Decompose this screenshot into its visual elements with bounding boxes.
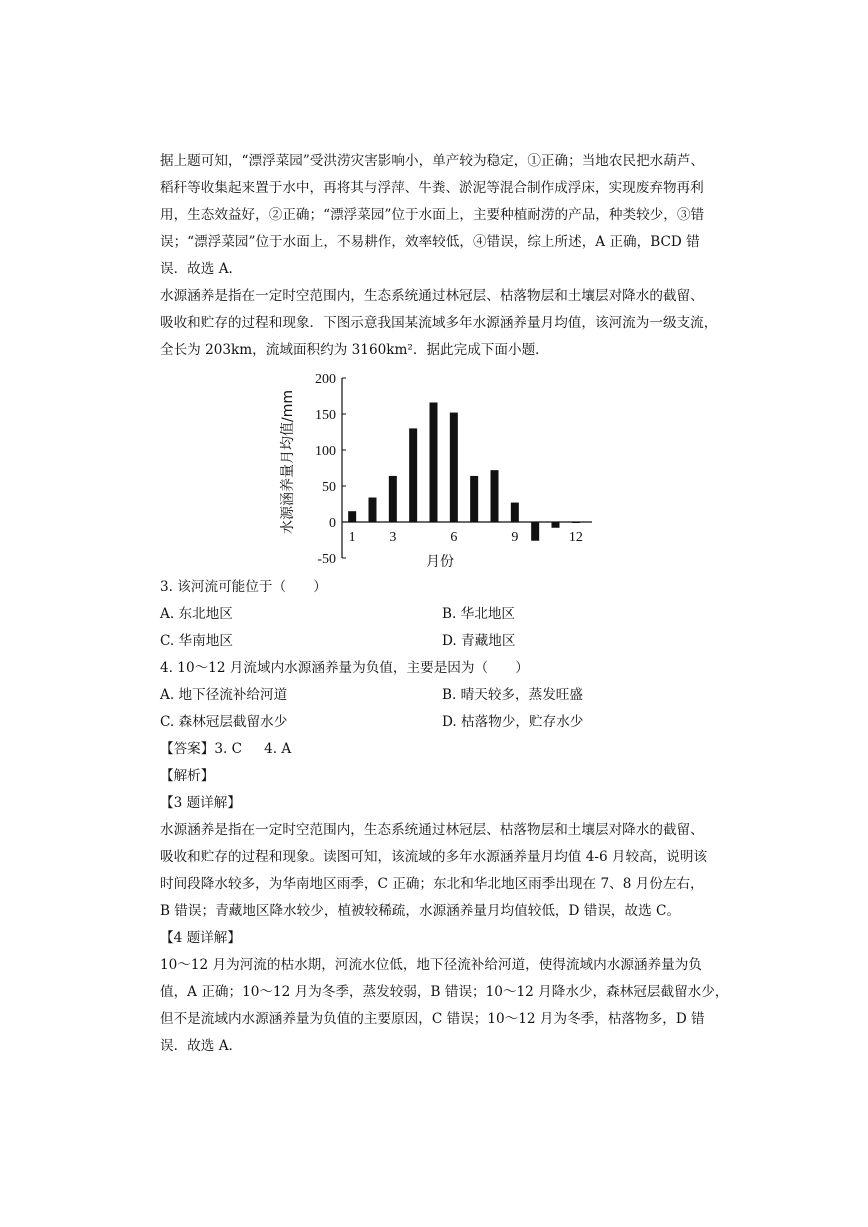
- y-tick-label: 50: [322, 480, 336, 495]
- answer-line: [160, 736, 725, 763]
- x-tick-label: 12: [568, 530, 583, 545]
- option-d[interactable]: D. 枯落物少，贮存水少: [442, 714, 584, 730]
- option-c[interactable]: C. 森林冠层截留水少: [160, 714, 288, 730]
- x-tick-label: 1: [348, 530, 356, 545]
- bar-month-6: [450, 413, 458, 522]
- material-paragraph: [160, 283, 725, 364]
- text-line: 水源涵养是指在一定时空范围内，生态系统通过林冠层、枯落物层和土壤层对降水的截留、: [160, 288, 704, 304]
- bar-month-5: [430, 402, 438, 522]
- bar-month-1: [348, 511, 356, 522]
- question-4-options-row1: [160, 682, 725, 709]
- x-tick-label: 6: [450, 530, 458, 545]
- text-line: 时间段降水较多，为华南地区雨季，C 正确；东北和华北地区雨季出现在 7、8 月份左右，: [160, 876, 704, 892]
- question-3-stem: 3. 该河流可能位于（ ）: [160, 579, 327, 595]
- question-4-options-row2: [160, 709, 725, 736]
- text-line: 用，生态效益好，②正确；“漂浮菜园”位于水面上，主要种植耐涝的产品，种类较少，③错: [160, 207, 705, 223]
- text-line: 10～12 月为河流的枯水期，河流水位低，地下径流补给河道，使得流域内水源涵养量为负: [160, 957, 702, 973]
- bar-month-4: [409, 428, 417, 522]
- detail-3-label: 【3 题详解】: [160, 795, 241, 811]
- text-line: 据上题可知，“漂浮菜园”受洪涝灾害影响小，单产较为稳定，①正确；当地农民把水葫芦、: [160, 153, 705, 169]
- bar-month-2: [369, 498, 377, 522]
- bar-month-10: [531, 522, 539, 541]
- y-tick-label: 100: [315, 444, 336, 459]
- option-a[interactable]: A. 地下径流补给河道: [160, 687, 288, 703]
- text-line: 值，A 正确；10～12 月为冬季，蒸发较弱，B 错误；10～12 月降水少，森林冠层截留水少，: [160, 984, 729, 1000]
- y-tick-label: 150: [315, 408, 336, 423]
- text-line: B 错误；青藏地区降水较少，植被较稀疏，水源涵养量月均值较低，D 错误，故选 C。: [160, 903, 681, 919]
- answer-label: 【答案】: [160, 741, 215, 757]
- bar-month-7: [470, 476, 478, 522]
- y-axis-title: 水源涵养量月均值/mm: [280, 390, 296, 534]
- bar-month-9: [511, 503, 519, 522]
- text-line: 吸收和贮存的过程和现象．下图示意我国某流域多年水源涵养量月均值，该河流为一级支流，: [160, 315, 718, 331]
- option-a[interactable]: A. 东北地区: [160, 606, 233, 622]
- analysis-label: 【解析】: [160, 768, 215, 784]
- question-3-options-row2: [160, 628, 725, 655]
- option-b[interactable]: B. 晴天较多，蒸发旺盛: [442, 687, 583, 703]
- option-d[interactable]: D. 青藏地区: [442, 633, 516, 649]
- x-axis-title: 月份: [426, 554, 454, 570]
- document-page: [160, 148, 729, 1060]
- text-line: 稻秆等收集起来置于水中，再将其与浮萍、牛粪、淤泥等混合制作成浮床，实现废弃物再利: [160, 180, 704, 196]
- x-tick-label: 3: [389, 530, 397, 545]
- y-tick-label: 0: [329, 516, 336, 531]
- bar-month-12: [572, 522, 580, 523]
- question-3-options-row1: [160, 601, 725, 628]
- answer-4: 4. A: [264, 741, 292, 757]
- text-line: 水源涵养是指在一定时空范围内，生态系统通过林冠层、枯落物层和土壤层对降水的截留、: [160, 822, 704, 838]
- option-b[interactable]: B. 华北地区: [442, 606, 516, 622]
- text-line: 误；“漂浮菜园”位于水面上，不易耕作，效率较低，④错误，综上所述，A 正确，BCD 错: [160, 234, 700, 250]
- bar-month-8: [491, 470, 499, 522]
- water-conservation-chart: [272, 370, 612, 570]
- y-tick-label: -50: [317, 552, 336, 567]
- detail-4-label: 【4 题详解】: [160, 930, 241, 946]
- option-c[interactable]: C. 华南地区: [160, 633, 233, 649]
- text-line: 但不是流域内水源涵养量为负值的主要原因，C 错误；10～12 月为冬季，枯落物多，D 错: [160, 1011, 705, 1027]
- x-tick-label: 9: [511, 530, 519, 545]
- y-tick-label: 200: [315, 372, 336, 387]
- detail-4-paragraph: [160, 952, 729, 1060]
- text-line: 误．故选 A．: [160, 261, 243, 277]
- bar-chart-svg: [272, 370, 612, 570]
- detail-3-paragraph: [160, 817, 725, 925]
- question-4-stem: 4. 10～12 月流域内水源涵养量为负值，主要是因为（ ）: [160, 660, 529, 676]
- text-line: 全长为 203km，流域面积约为 3160km²．据此完成下面小题．: [160, 342, 549, 358]
- bar-month-11: [552, 522, 560, 528]
- bar-month-3: [389, 476, 397, 522]
- text-line: 误．故选 A．: [160, 1038, 243, 1054]
- answer-3: 3. C: [214, 741, 243, 757]
- text-line: 吸收和贮存的过程和现象。读图可知，该流域的多年水源涵养量月均值 4-6 月较高，说明该: [160, 849, 708, 865]
- intro-paragraph: [160, 148, 725, 283]
